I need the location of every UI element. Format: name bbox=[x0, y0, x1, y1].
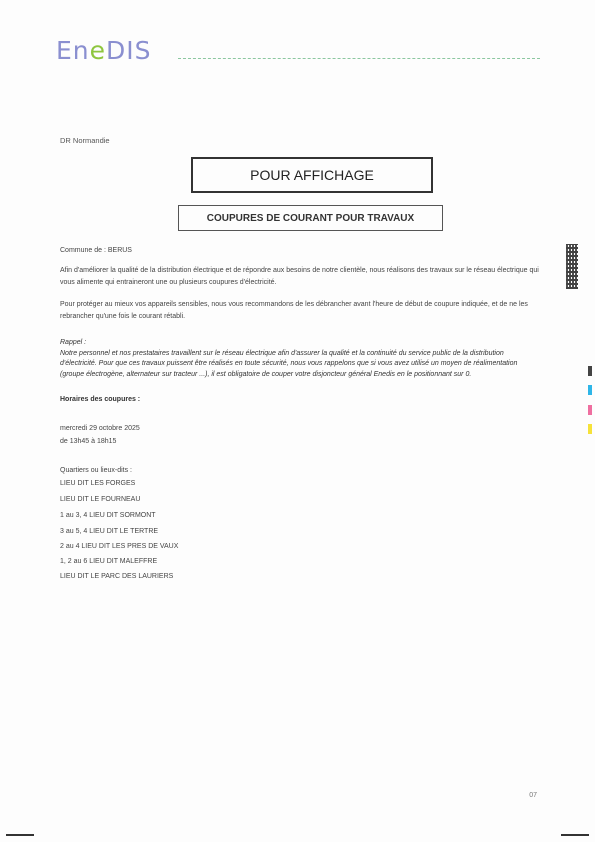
page-number: 07 bbox=[529, 792, 537, 799]
rappel-block bbox=[60, 338, 530, 380]
quartiers-title: Quartiers ou lieux-dits : bbox=[60, 467, 132, 474]
regional-direction: DR Normandie bbox=[60, 136, 110, 145]
datamatrix-code bbox=[566, 244, 578, 289]
registration-mark-magenta bbox=[588, 405, 592, 415]
commune: Commune de : BERUS bbox=[60, 247, 132, 254]
registration-mark-yellow bbox=[588, 424, 592, 434]
rappel-text: Notre personnel et nos prestataires travaillent sur le réseau électrique afin d'assurer la qualité et la continuité du service public de la distribution d'électricité. Pour que ces travaux puissent être réalisés en toute sécurité, nous vous rappelons que si vous avez utilisé un moyen de réalimentation (groupe électrogène, alternateur sur tracteur ...), il est obligatoire de couper votre disjoncteur général Enedis en le positionnant sur 0. bbox=[60, 349, 518, 378]
list-item: 1, 2 au 6 LIEU DIT MALEFFRE bbox=[60, 558, 158, 565]
scan-edge-left bbox=[6, 834, 34, 836]
notice-title: COUPURES DE COURANT POUR TRAVAUX bbox=[178, 205, 443, 231]
paragraph-2: Pour protéger au mieux vos appareils sensibles, nous vous recommandons de les débrancher avant l'heure de début de coupure indiquée, et de ne les rebrancher qu'une fois le courant rétabli. bbox=[60, 301, 528, 320]
pour-affichage-box: POUR AFFICHAGE bbox=[191, 157, 433, 193]
scan-edge-right bbox=[561, 834, 589, 836]
list-item: 1 au 3, 4 LIEU DIT SORMONT bbox=[60, 512, 156, 519]
list-item: LIEU DIT LE FOURNEAU bbox=[60, 496, 141, 503]
rappel-label: Rappel : bbox=[60, 339, 87, 346]
list-item: 3 au 5, 4 LIEU DIT LE TERTRE bbox=[60, 528, 159, 535]
list-item: LIEU DIT LE PARC DES LAURIERS bbox=[60, 573, 174, 580]
paragraph-1: Afin d'améliorer la qualité de la distribution électrique et de répondre aux besoins de notre clientèle, nous réalisons des travaux sur le réseau électrique qui vous alimente qui entraineront une ou plusieurs coupures d'électricité. bbox=[60, 267, 539, 286]
outage-time: de 13h45 à 18h15 bbox=[60, 438, 117, 445]
list-item: LIEU DIT LES FORGES bbox=[60, 480, 136, 487]
horaires-title: Horaires des coupures : bbox=[60, 396, 141, 403]
enedis-logo: EneDIS bbox=[56, 36, 152, 65]
outage-date: mercredi 29 octobre 2025 bbox=[60, 425, 140, 432]
registration-mark-black bbox=[588, 366, 592, 376]
header-rule bbox=[178, 58, 540, 59]
registration-mark-cyan bbox=[588, 385, 592, 395]
list-item: 2 au 4 LIEU DIT LES PRES DE VAUX bbox=[60, 543, 179, 550]
